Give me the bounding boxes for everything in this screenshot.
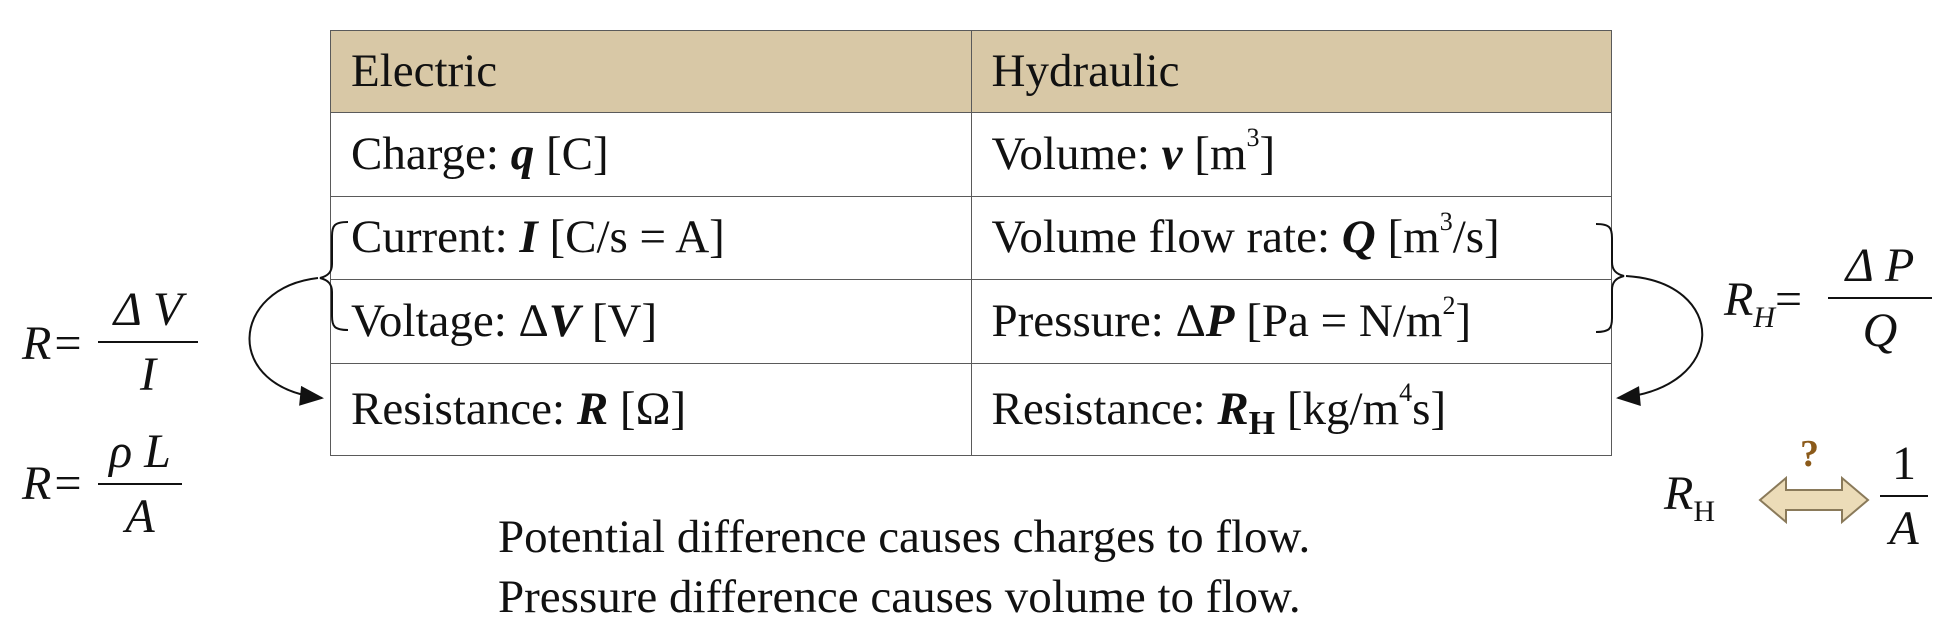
sentence-pressure: Pressure difference causes volume to flow. xyxy=(498,571,1301,623)
formula-resistivity-lhs: R= xyxy=(22,457,84,510)
left-curved-arrow-icon xyxy=(249,278,322,398)
formula-ohm-lhs: R= xyxy=(22,317,84,370)
cell-electric-charge: Charge: q [C] xyxy=(331,112,972,196)
formula-hydraulic-lhs: $R_H=$ xyxy=(1724,273,1803,334)
cell-electric-current: Current: I [C/s = A] xyxy=(331,196,972,280)
right-brace-icon xyxy=(1596,224,1624,332)
area-relation-lhs: $R_H$ xyxy=(1664,467,1715,528)
sentence-potential: Potential difference causes charges to flow. xyxy=(498,511,1311,563)
header-electric: Electric xyxy=(331,31,972,113)
cell-hydraulic-pressure: Pressure: ΔP $[Pa = N/m^2]$ xyxy=(971,280,1612,364)
formula-ohm-numerator: Δ V xyxy=(113,283,183,336)
header-hydraulic: Hydraulic xyxy=(971,31,1612,113)
question-mark: ? xyxy=(1800,433,1819,475)
formula-hydraulic-denominator: Q xyxy=(1862,304,1898,357)
formula-ohm-denominator: I xyxy=(140,348,156,401)
right-curved-arrow-icon xyxy=(1618,276,1702,398)
formula-resistivity-numerator: ρ L xyxy=(109,425,171,478)
area-relation-numerator: 1 xyxy=(1892,437,1916,490)
cell-hydraulic-volume: Volume: v $[m^3]$ xyxy=(971,112,1612,196)
cell-electric-resistance: Resistance: R [Ω] xyxy=(331,364,972,456)
area-relation-denominator: A xyxy=(1889,502,1919,555)
formula-resistivity-denominator: A xyxy=(125,490,155,543)
cell-hydraulic-resistance: Resistance: $R_H$ $[kg/m^4s]$ xyxy=(971,364,1612,456)
formula-hydraulic-numerator: Δ P xyxy=(1845,239,1915,292)
cell-hydraulic-flow-rate: Volume flow rate: Q $[m^3/s]$ xyxy=(971,196,1612,280)
left-brace-icon xyxy=(320,222,348,330)
cell-electric-voltage: Voltage: ΔV [V] xyxy=(331,280,972,364)
